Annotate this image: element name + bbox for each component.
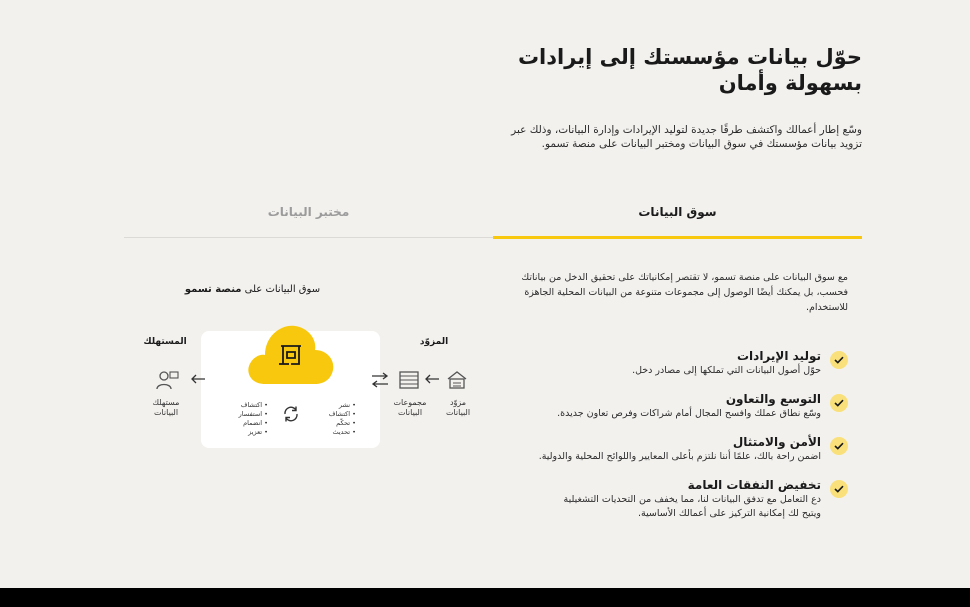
tab-data-market-label: سوق البيانات: [638, 205, 717, 219]
sync-icon: [282, 405, 300, 423]
provider-action-item: • اكتشاف: [318, 410, 356, 419]
feature-item: [488, 477, 848, 521]
provider-action-item: • تحديث: [318, 428, 356, 437]
diagram-caption-prefix: سوق البيانات على: [241, 284, 321, 295]
hero-title-line2: بسهولة وأمان: [718, 71, 862, 95]
arrow-left-icon: [190, 374, 206, 384]
footer-bar: [0, 588, 970, 607]
consumer-action-item: • اكتشاف: [226, 401, 268, 410]
datasets-label-2: البيانات: [397, 408, 423, 417]
hero-title: [442, 44, 862, 96]
cloud-logo-icon: [243, 318, 338, 386]
feature-description: وسّع نطاق عملك وافسح المجال أمام شراكات وفرص تعاون جديدة.: [557, 408, 821, 419]
diagram-caption-bold: منصة تسمو: [184, 284, 242, 295]
provider-label: المزوّد: [419, 337, 449, 347]
consumer-action-item: • انضمام: [226, 419, 268, 428]
datasets-label-1: مجموعات: [393, 398, 427, 407]
consumer-icon-label: [148, 398, 184, 418]
feature-item: [488, 348, 848, 378]
provider-action-item: • نشر: [318, 401, 356, 410]
consumer-actions: [226, 401, 268, 437]
consumer-person-icon: [155, 369, 179, 391]
provider-icon-label: [440, 398, 476, 418]
tab-data-market[interactable]: [493, 186, 862, 238]
provider-action-item: • تحكّم: [318, 419, 356, 428]
feature-list: [488, 348, 848, 534]
hero-title-line1: حوّل بيانات مؤسستك إلى إيرادات: [517, 45, 862, 69]
feature-item: [488, 391, 848, 421]
provider-icon-label-1: مزوّد: [449, 398, 467, 407]
consumer-icon-label-1: مستهلك: [152, 398, 180, 407]
datasets-icon: [398, 370, 420, 390]
tab-data-lab[interactable]: [124, 186, 493, 238]
consumer-icon-label-2: البيانات: [153, 408, 179, 417]
diagram-caption: [140, 284, 365, 295]
feature-description: حوّل أصول البيانات التي تملكها إلى مصادر دخل.: [632, 365, 821, 376]
datasets-label: [390, 398, 430, 418]
consumer-action-item: • تعزيز: [226, 428, 268, 437]
check-icon: [830, 394, 848, 412]
feature-title: الأمن والامتثال: [732, 435, 821, 449]
check-icon: [830, 437, 848, 455]
feature-description-line2: ويتيح لك إمكانية التركيز على أعمالك الأساسية.: [637, 508, 821, 519]
feature-title: التوسع والتعاون: [725, 392, 821, 406]
provider-icon-label-2: البيانات: [445, 408, 471, 417]
active-tab-indicator: [493, 236, 862, 239]
tabs: [124, 186, 862, 238]
feature-description: اضمن راحة بالك، علمًا أننا نلتزم بأعلى المعايير واللوائح المحلية والدولية.: [538, 451, 821, 462]
tab-data-lab-label: مختبر البيانات: [267, 205, 350, 219]
feature-description: دع التعامل مع تدفق البيانات لنا، مما يخفف من التحديات التشغيلية: [563, 494, 821, 505]
hero-description: وسّع إطار أعمالك واكتشف طرقًا جديدة لتوليد الإيرادات وإدارة البيانات، وذلك عبر تزويد بيانات مؤسستك في سوق البيانات ومختبر البيانات على منصة تسمو.: [511, 124, 862, 150]
check-icon: [830, 351, 848, 369]
consumer-action-item: • استفسار: [226, 410, 268, 419]
arrow-left-icon: [424, 374, 440, 384]
check-icon: [830, 480, 848, 498]
feature-item: [488, 434, 848, 464]
consumer-label: المستهلك: [143, 337, 187, 347]
provider-actions: [318, 401, 356, 437]
market-intro: مع سوق البيانات على منصة تسمو، لا تقتصر إمكانياتك على تحقيق الدخل من بياناتك فحسب، بل يمكنك أيضًا الوصول إلى مجموعات متنوعة من البيانات المحلية الجاهزة للاستخدام.: [521, 272, 848, 313]
feature-title: توليد الإيرادات: [736, 349, 821, 363]
feature-title: تخفيض النفقات العامة: [687, 478, 821, 492]
provider-house-icon: [446, 369, 468, 391]
exchange-arrows-icon: [370, 372, 390, 388]
